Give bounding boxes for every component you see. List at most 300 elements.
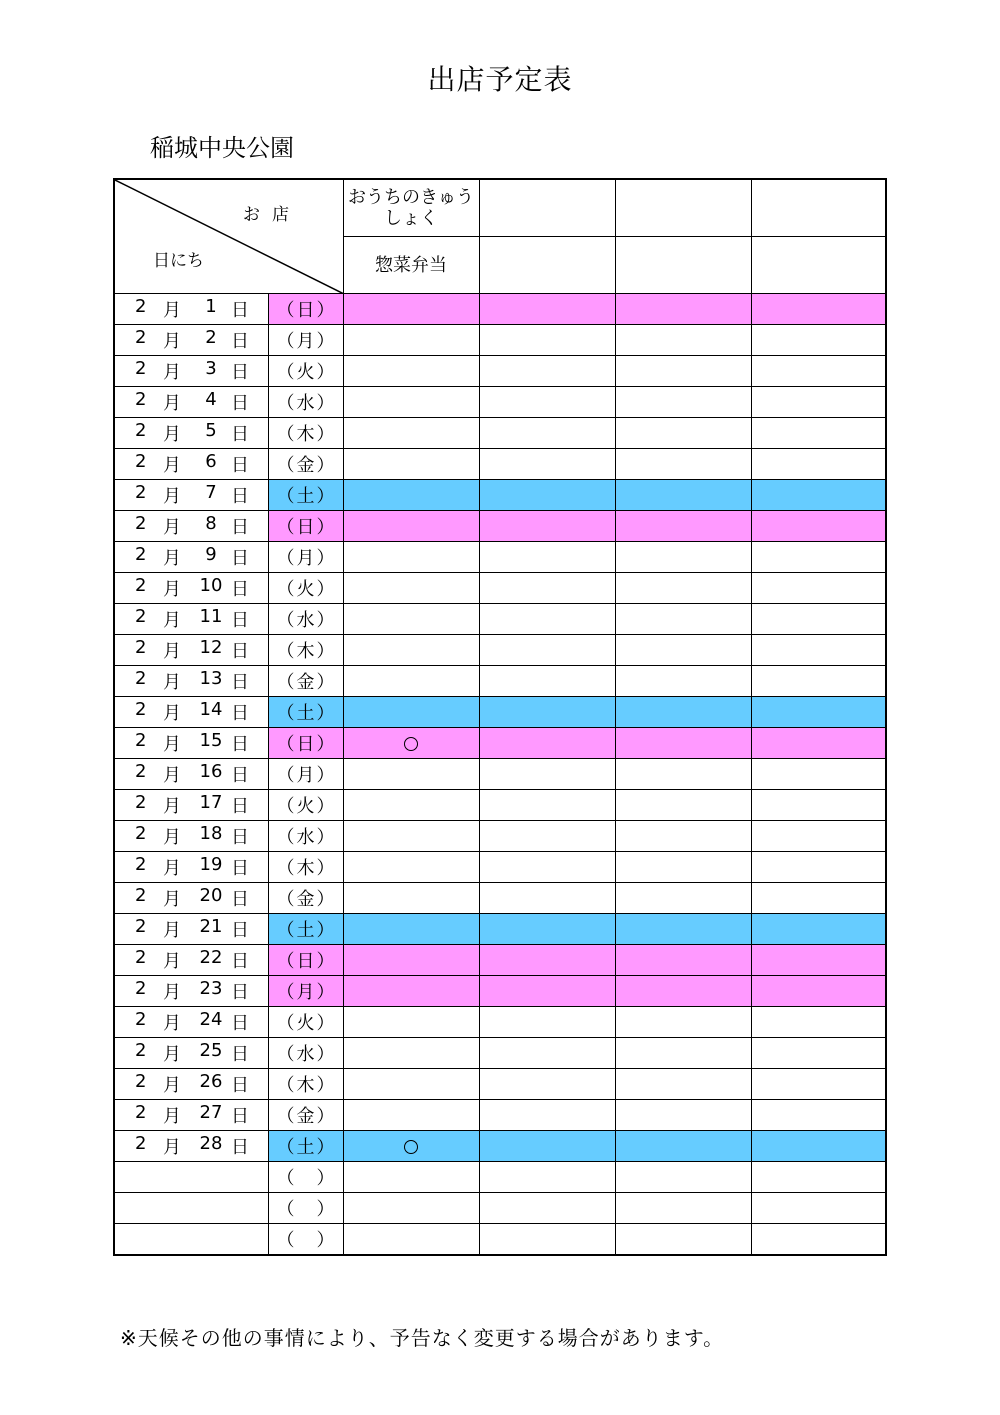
month: 2	[135, 606, 147, 627]
schedule-table	[113, 178, 887, 1256]
paren-open: （	[276, 765, 295, 786]
schedule-row	[114, 511, 886, 542]
weekday-cell	[268, 511, 343, 542]
schedule-row	[114, 821, 886, 852]
month: 2	[135, 885, 147, 906]
weekday-cell	[268, 1038, 343, 1069]
weekday: 水	[296, 1044, 315, 1065]
store-type-2	[479, 237, 615, 294]
month: 2	[135, 916, 147, 937]
month-kanji: 月	[163, 982, 181, 1003]
store-4-cell	[751, 883, 886, 914]
date-cell	[114, 790, 268, 821]
weekday: 土	[296, 920, 315, 941]
open-circle-icon	[404, 737, 418, 751]
day: 2	[205, 327, 217, 348]
store-4-cell	[751, 294, 886, 325]
date-cell	[114, 1193, 268, 1224]
store-3-cell	[615, 1100, 751, 1131]
store-3-cell	[615, 914, 751, 945]
paren-close: ）	[316, 858, 335, 879]
store-4-cell	[751, 1162, 886, 1193]
schedule-row	[114, 635, 886, 666]
store-1-cell	[343, 1193, 479, 1224]
date-cell	[114, 1038, 268, 1069]
weekday-cell	[268, 790, 343, 821]
day-kanji: 日	[231, 641, 249, 662]
month-kanji: 月	[163, 579, 181, 600]
paren-open: （	[276, 827, 295, 848]
day-kanji: 日	[231, 362, 249, 383]
store-2-cell	[479, 635, 615, 666]
day: 27	[199, 1102, 223, 1123]
store-4-cell	[751, 1131, 886, 1162]
weekday-cell	[268, 356, 343, 387]
month: 2	[135, 296, 147, 317]
month-kanji: 月	[163, 393, 181, 414]
month: 2	[135, 1040, 147, 1061]
weekday: 水	[296, 393, 315, 414]
paren-close: ）	[316, 796, 335, 817]
store-1-cell	[343, 635, 479, 666]
location-name: 稲城中央公園	[150, 134, 294, 162]
store-4-cell	[751, 449, 886, 480]
paren-open: （	[276, 1075, 295, 1096]
schedule-row	[114, 573, 886, 604]
paren-open: （	[276, 300, 295, 321]
store-4-cell	[751, 1224, 886, 1256]
weekday-cell	[268, 1069, 343, 1100]
store-4-cell	[751, 604, 886, 635]
date-cell	[114, 976, 268, 1007]
weekday-cell	[268, 480, 343, 511]
day: 9	[205, 544, 217, 565]
day: 20	[199, 885, 223, 906]
weekday-cell	[268, 914, 343, 945]
store-2-cell	[479, 449, 615, 480]
paren-close: ）	[316, 517, 335, 538]
corner-store-label: お店	[243, 205, 301, 225]
schedule-row	[114, 1224, 886, 1256]
paren-close: ）	[316, 1044, 335, 1065]
weekday: 火	[296, 796, 315, 817]
month: 2	[135, 792, 147, 813]
month-kanji: 月	[163, 703, 181, 724]
store-2-cell	[479, 821, 615, 852]
store-4-cell	[751, 480, 886, 511]
store-2-cell	[479, 356, 615, 387]
store-4-cell	[751, 728, 886, 759]
store-3-cell	[615, 852, 751, 883]
day: 16	[199, 761, 223, 782]
date-cell	[114, 1007, 268, 1038]
weekday: 土	[296, 486, 315, 507]
weekday: 水	[296, 610, 315, 631]
store-3-cell	[615, 945, 751, 976]
store-4-cell	[751, 759, 886, 790]
paren-open: （	[276, 796, 295, 817]
day-kanji: 日	[231, 1106, 249, 1127]
store-4-cell	[751, 976, 886, 1007]
day-kanji: 日	[231, 548, 249, 569]
paren-open: （	[276, 1199, 295, 1220]
store-4-cell	[751, 635, 886, 666]
day-kanji: 日	[231, 300, 249, 321]
paren-close: ）	[316, 393, 335, 414]
day: 3	[205, 358, 217, 379]
schedule-row	[114, 418, 886, 449]
schedule-row	[114, 666, 886, 697]
paren-open: （	[276, 889, 295, 910]
date-cell	[114, 573, 268, 604]
month: 2	[135, 327, 147, 348]
month: 2	[135, 699, 147, 720]
store-type-4	[751, 237, 886, 294]
store-2-cell	[479, 542, 615, 573]
month-kanji: 月	[163, 951, 181, 972]
weekday: 木	[296, 858, 315, 879]
weekday: 金	[296, 672, 315, 693]
store-name-3	[615, 179, 751, 237]
schedule-row	[114, 604, 886, 635]
date-cell	[114, 604, 268, 635]
month: 2	[135, 978, 147, 999]
weekday-cell	[268, 1224, 343, 1256]
store-3-cell	[615, 449, 751, 480]
paren-open: （	[276, 951, 295, 972]
date-cell	[114, 1100, 268, 1131]
date-cell	[114, 1162, 268, 1193]
store-4-cell	[751, 325, 886, 356]
date-cell	[114, 697, 268, 728]
day-kanji: 日	[231, 486, 249, 507]
day-kanji: 日	[231, 610, 249, 631]
paren-open: （	[276, 734, 295, 755]
schedule-row	[114, 1131, 886, 1162]
weekday-cell	[268, 883, 343, 914]
store-4-cell	[751, 790, 886, 821]
store-2-cell	[479, 666, 615, 697]
schedule-row	[114, 759, 886, 790]
store-2-cell	[479, 759, 615, 790]
store-2-cell	[479, 480, 615, 511]
weekday: 月	[296, 982, 315, 1003]
store-1-cell	[343, 697, 479, 728]
schedule-row	[114, 1162, 886, 1193]
schedule-row	[114, 697, 886, 728]
weekday-cell	[268, 852, 343, 883]
schedule-row	[114, 1007, 886, 1038]
store-2-cell	[479, 697, 615, 728]
store-3-cell	[615, 821, 751, 852]
day-kanji: 日	[231, 703, 249, 724]
paren-close: ）	[316, 889, 335, 910]
store-4-cell	[751, 852, 886, 883]
store-3-cell	[615, 635, 751, 666]
date-cell	[114, 728, 268, 759]
weekday: 水	[296, 827, 315, 848]
paren-open: （	[276, 1106, 295, 1127]
day-kanji: 日	[231, 765, 249, 786]
header-corner	[114, 179, 343, 294]
weekday: 土	[296, 703, 315, 724]
paren-close: ）	[316, 982, 335, 1003]
day: 14	[199, 699, 223, 720]
month: 2	[135, 854, 147, 875]
store-4-cell	[751, 387, 886, 418]
store-1-cell	[343, 914, 479, 945]
store-3-cell	[615, 294, 751, 325]
store-2-cell	[479, 1131, 615, 1162]
date-cell	[114, 945, 268, 976]
paren-close: ）	[316, 610, 335, 631]
schedule-row	[114, 883, 886, 914]
weekday-cell	[268, 666, 343, 697]
day: 5	[205, 420, 217, 441]
store-2-cell	[479, 852, 615, 883]
month: 2	[135, 1071, 147, 1092]
weekday: 金	[296, 889, 315, 910]
weekday: 金	[296, 1106, 315, 1127]
day: 10	[199, 575, 223, 596]
weekday: 日	[296, 517, 315, 538]
store-1-cell	[343, 387, 479, 418]
date-cell	[114, 914, 268, 945]
month-kanji: 月	[163, 548, 181, 569]
weekday: 火	[296, 362, 315, 383]
store-3-cell	[615, 356, 751, 387]
store-3-cell	[615, 1162, 751, 1193]
day: 8	[205, 513, 217, 534]
month: 2	[135, 358, 147, 379]
paren-open: （	[276, 331, 295, 352]
store-3-cell	[615, 666, 751, 697]
month-kanji: 月	[163, 517, 181, 538]
weekday-cell	[268, 1131, 343, 1162]
store-1-cell	[343, 604, 479, 635]
store-1-cell	[343, 852, 479, 883]
weekday: 日	[296, 734, 315, 755]
weekday-cell	[268, 1162, 343, 1193]
store-4-cell	[751, 1100, 886, 1131]
schedule-row	[114, 387, 886, 418]
paren-close: ）	[316, 765, 335, 786]
weekday: 土	[296, 1137, 315, 1158]
weekday-cell	[268, 1007, 343, 1038]
date-cell	[114, 542, 268, 573]
paren-open: （	[276, 1230, 295, 1251]
schedule-row	[114, 728, 886, 759]
store-3-cell	[615, 759, 751, 790]
store-3-cell	[615, 1069, 751, 1100]
store-2-cell	[479, 914, 615, 945]
paren-open: （	[276, 982, 295, 1003]
month: 2	[135, 420, 147, 441]
store-1-cell	[343, 325, 479, 356]
month-kanji: 月	[163, 1106, 181, 1127]
date-cell	[114, 511, 268, 542]
page-title: 出店予定表	[427, 63, 573, 96]
schedule-row	[114, 1193, 886, 1224]
store-2-cell	[479, 1162, 615, 1193]
paren-open: （	[276, 920, 295, 941]
month: 2	[135, 389, 147, 410]
store-1-cell	[343, 666, 479, 697]
paren-open: （	[276, 486, 295, 507]
paren-close: ）	[316, 548, 335, 569]
schedule-row	[114, 449, 886, 480]
day: 1	[205, 296, 217, 317]
month-kanji: 月	[163, 300, 181, 321]
schedule-row	[114, 1100, 886, 1131]
store-4-cell	[751, 542, 886, 573]
store-2-cell	[479, 294, 615, 325]
store-1-cell	[343, 1131, 479, 1162]
store-3-cell	[615, 790, 751, 821]
month-kanji: 月	[163, 858, 181, 879]
store-2-cell	[479, 1193, 615, 1224]
paren-close: ）	[316, 424, 335, 445]
month-kanji: 月	[163, 1137, 181, 1158]
date-cell	[114, 294, 268, 325]
store-2-cell	[479, 1007, 615, 1038]
store-2-cell	[479, 976, 615, 1007]
day-kanji: 日	[231, 672, 249, 693]
schedule-row	[114, 1069, 886, 1100]
date-cell	[114, 418, 268, 449]
day-kanji: 日	[231, 393, 249, 414]
store-3-cell	[615, 1224, 751, 1256]
day-kanji: 日	[231, 951, 249, 972]
store-4-cell	[751, 945, 886, 976]
day-kanji: 日	[231, 1137, 249, 1158]
store-2-cell	[479, 418, 615, 449]
schedule-row	[114, 852, 886, 883]
paren-close: ）	[316, 455, 335, 476]
paren-close: ）	[316, 1137, 335, 1158]
day: 6	[205, 451, 217, 472]
paren-open: （	[276, 610, 295, 631]
store-type-1: 惣菜弁当	[343, 237, 479, 294]
store-1-cell	[343, 945, 479, 976]
day: 28	[199, 1133, 223, 1154]
store-name-2	[479, 179, 615, 237]
month-kanji: 月	[163, 455, 181, 476]
store-4-cell	[751, 697, 886, 728]
month: 2	[135, 947, 147, 968]
weekday-cell	[268, 635, 343, 666]
month: 2	[135, 451, 147, 472]
schedule-row	[114, 325, 886, 356]
store-3-cell	[615, 1038, 751, 1069]
paren-open: （	[276, 362, 295, 383]
paren-close: ）	[316, 1075, 335, 1096]
weekday: 木	[296, 424, 315, 445]
weekday: 木	[296, 641, 315, 662]
store-3-cell	[615, 542, 751, 573]
weekday-cell	[268, 821, 343, 852]
store-3-cell	[615, 697, 751, 728]
weekday-cell	[268, 573, 343, 604]
weekday-cell	[268, 697, 343, 728]
date-cell	[114, 883, 268, 914]
schedule-row	[114, 542, 886, 573]
date-cell	[114, 821, 268, 852]
day: 23	[199, 978, 223, 999]
paren-close: ）	[316, 300, 335, 321]
weekday-cell	[268, 604, 343, 635]
day-kanji: 日	[231, 734, 249, 755]
day: 7	[205, 482, 217, 503]
paren-close: ）	[316, 1013, 335, 1034]
weekday-cell	[268, 728, 343, 759]
month: 2	[135, 761, 147, 782]
paren-close: ）	[316, 641, 335, 662]
month: 2	[135, 575, 147, 596]
weekday: 月	[296, 548, 315, 569]
month-kanji: 月	[163, 827, 181, 848]
weekday-cell	[268, 325, 343, 356]
paren-open: （	[276, 858, 295, 879]
paren-open: （	[276, 1168, 295, 1189]
store-1-cell	[343, 356, 479, 387]
store-1-cell	[343, 1038, 479, 1069]
corner-diagonal	[115, 180, 343, 294]
month-kanji: 月	[163, 672, 181, 693]
store-4-cell	[751, 1069, 886, 1100]
store-3-cell	[615, 976, 751, 1007]
corner-date-label: 日にち	[153, 251, 204, 271]
store-4-cell	[751, 511, 886, 542]
month: 2	[135, 544, 147, 565]
store-1-cell	[343, 294, 479, 325]
date-cell	[114, 356, 268, 387]
month-kanji: 月	[163, 920, 181, 941]
date-cell	[114, 1224, 268, 1256]
store-3-cell	[615, 325, 751, 356]
store-1-cell	[343, 542, 479, 573]
store-2-cell	[479, 573, 615, 604]
store-4-cell	[751, 1007, 886, 1038]
store-2-cell	[479, 511, 615, 542]
weekday-cell	[268, 1193, 343, 1224]
store-1-cell	[343, 759, 479, 790]
day-kanji: 日	[231, 1075, 249, 1096]
month-kanji: 月	[163, 610, 181, 631]
paren-close: ）	[316, 486, 335, 507]
paren-open: （	[276, 672, 295, 693]
store-2-cell	[479, 1100, 615, 1131]
paren-close: ）	[316, 920, 335, 941]
store-1-cell	[343, 480, 479, 511]
store-4-cell	[751, 821, 886, 852]
paren-close: ）	[316, 827, 335, 848]
paren-close: ）	[316, 703, 335, 724]
schedule-row	[114, 356, 886, 387]
weekday-cell	[268, 449, 343, 480]
day: 13	[199, 668, 223, 689]
month: 2	[135, 1009, 147, 1030]
store-3-cell	[615, 1131, 751, 1162]
weekday: 月	[296, 331, 315, 352]
store-2-cell	[479, 387, 615, 418]
store-1-cell	[343, 449, 479, 480]
store-2-cell	[479, 1038, 615, 1069]
date-cell	[114, 852, 268, 883]
paren-close: ）	[316, 672, 335, 693]
paren-open: （	[276, 548, 295, 569]
month-kanji: 月	[163, 486, 181, 507]
